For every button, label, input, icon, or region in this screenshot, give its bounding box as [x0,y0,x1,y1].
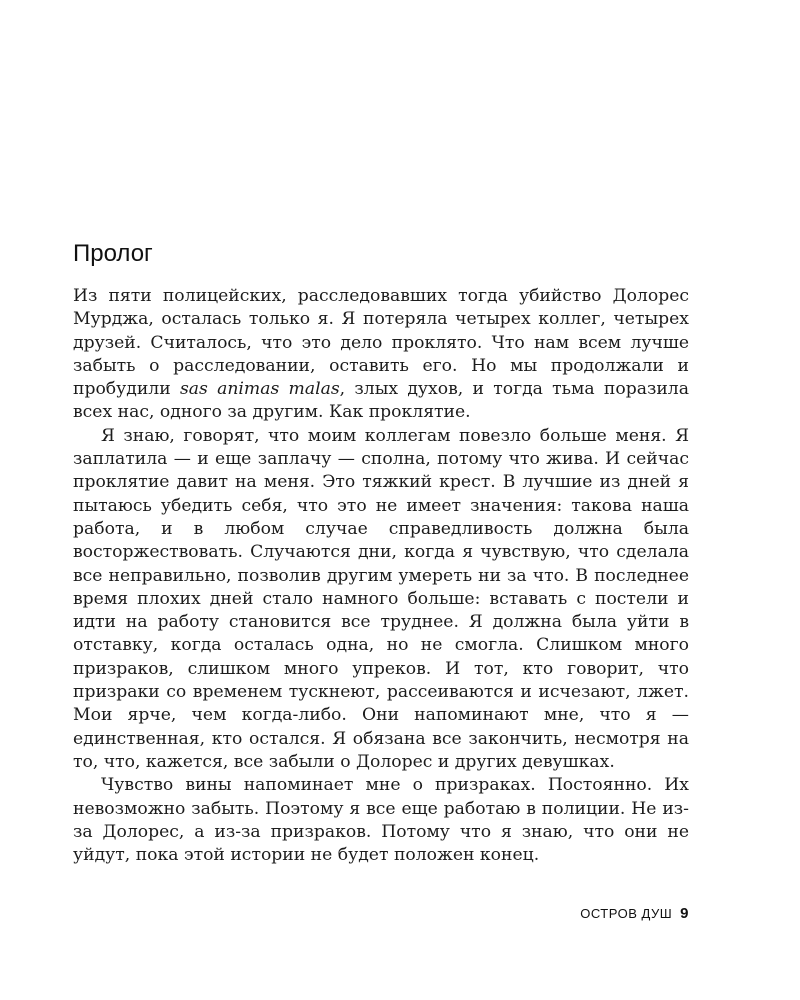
italic-phrase: sas animas malas [179,379,340,400]
paragraph-1 [73,285,689,425]
paragraph-1-text-end: , злых духов, и тогда тьма поразила всех нас, одного за другим. Как проклятие. [73,379,689,423]
running-footer [580,905,689,922]
chapter-body [73,285,689,867]
paragraph-3: Чувство вины напоминает мне о призраках. Постоянно. Их невозможно забыть. Поэтому я все еще работаю в полиции. Не из-за Долорес, а из-за призраков. Потому что я знаю, что они не уйдут, пока этой истории не будет положен конец. [73,775,689,866]
page-number: 9 [680,905,689,922]
paragraph-1-text-start: Из пяти полицейских, расследовавших тогда убийство Долорес Мурджа, осталась только я. Я потеряла четырех коллег, четырех друзей. Считалось, что это дело проклято. Что нам всем лучше забыть о расследовании, оставить его. Но мы продолжали и пробудили [73,286,689,400]
paragraph-2: Я знаю, говорят, что моим коллегам повезло больше меня. Я заплатила — и еще заплачу — сполна, потому что жива. И сейчас проклятие давит на меня. Это тяжкий крест. В лучшие из дней я пытаюсь убедить себя, что это не имеет значения: такова наша работа, и в любом случае справедливость должна была восторжествовать. Случаются дни, когда я чувствую, что сделала все неправильно, позволив другим умереть ни за что. В последнее время плохих дней стало намного больше: вставать с постели и идти на работу становится все труднее. Я должна была уйти в отставку, когда осталась одна, но не смогла. Слишком много призраков, слишком много упреков. И тот, кто говорит, что призраки со временем тускнеют, рассеиваются и исчезают, лжет. Мои ярче, чем когда-либо. Они напоминают мне, что я — единственная, кто остался. Я обязана все закончить, несмотря на то, что, кажется, все забыли о Долорес и других девушках. [73,425,689,772]
footer-book-title: ОСТРОВ ДУШ [580,906,673,921]
chapter-title: Пролог [73,240,153,267]
